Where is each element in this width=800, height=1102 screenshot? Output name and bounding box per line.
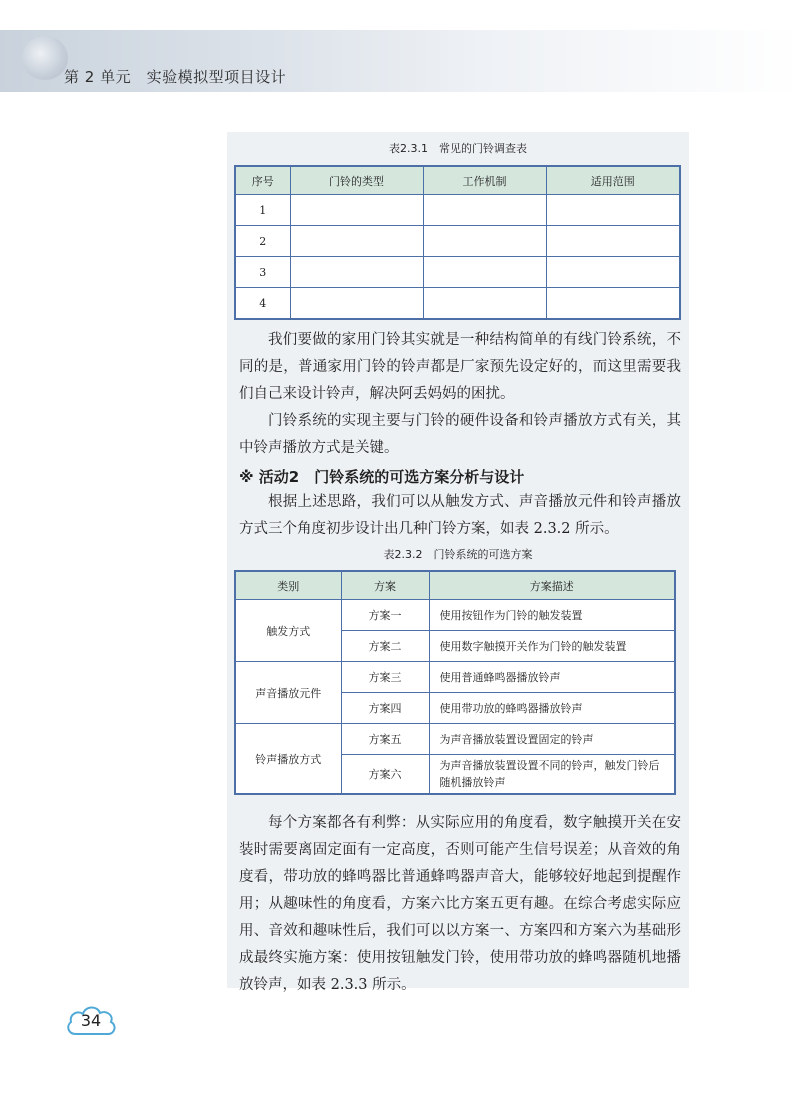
plan-name-cell: 方案三 (341, 662, 429, 693)
table2-caption: 表2.3.2 门铃系统的可选方案 (383, 548, 533, 561)
category-cell: 触发方式 (235, 600, 341, 662)
doorbell-options-table (234, 570, 676, 795)
table-cell (423, 257, 546, 288)
plan-desc-cell: 使用按钮作为门铃的触发装置 (429, 600, 675, 631)
paragraph-4: 每个方案都各有利弊：从实际应用的角度看，数字触摸开关在安装时需要离固定面有一定高度，否则可能产生信号误差；从音效的角度看，带功放的蜂鸣器比普通蜂鸣器声音大，能够较好地起到提醒作用；从趣味性的角度看，方案六比方案五更有趣。在综合考虑实际应用、音效和趣味性后，我们可以以方案一、方案四和方案六为基础形成最终实施方案：使用按钮触发门铃，使用带功放的蜂鸣器随机地播放铃声，如表 2.3.3 所示。 (239, 815, 681, 993)
paragraph-3: 根据上述思路，我们可以从触发方式、声音播放元件和铃声播放方式三个角度初步设计出几种门铃方案，如表 2.3.2 所示。 (239, 494, 681, 537)
table-row (235, 288, 680, 320)
column-header: 方案 (341, 571, 429, 600)
column-header: 适用范围 (546, 166, 680, 195)
unit-title: 第 2 单元 实验模拟型项目设计 (64, 68, 287, 86)
paragraph-2: 门铃系统的实现主要与门铃的硬件设备和铃声播放方式有关，其中铃声播放方式是关键。 (239, 413, 681, 456)
plan-name-cell: 方案四 (341, 693, 429, 724)
table-row (235, 226, 680, 257)
plan-name-cell: 方案五 (341, 724, 429, 755)
table-cell (423, 195, 546, 226)
plan-desc-cell: 为声音播放装置设置不同的铃声，触发门铃后随机播放铃声 (429, 755, 675, 795)
column-header: 工作机制 (423, 166, 546, 195)
table-header-row (235, 571, 675, 600)
plan-desc-cell: 使用带功放的蜂鸣器播放铃声 (429, 693, 675, 724)
globe-decoration-icon (22, 36, 68, 80)
table-cell (290, 226, 423, 257)
page-number: 34 (80, 1011, 102, 1030)
table-cell (546, 288, 680, 320)
activity-heading: ※ 活动2 门铃系统的可选方案分析与设计 (239, 468, 525, 486)
plan-desc-cell: 使用普通蜂鸣器播放铃声 (429, 662, 675, 693)
table-cell (290, 288, 423, 320)
table-cell: 3 (235, 257, 290, 288)
doorbell-survey-table (234, 165, 681, 320)
column-header: 方案描述 (429, 571, 675, 600)
table-cell (290, 257, 423, 288)
table-row (235, 662, 675, 693)
table-cell (546, 195, 680, 226)
plan-desc-cell: 使用数字触摸开关作为门铃的触发装置 (429, 631, 675, 662)
table1-caption: 表2.3.1 常见的门铃调查表 (389, 142, 527, 155)
category-cell: 声音播放元件 (235, 662, 341, 724)
table-cell (546, 226, 680, 257)
table-header-row (235, 166, 680, 195)
column-header: 门铃的类型 (290, 166, 423, 195)
plan-name-cell: 方案六 (341, 755, 429, 795)
category-cell: 铃声播放方式 (235, 724, 341, 795)
table-cell (423, 226, 546, 257)
table-row (235, 600, 675, 631)
table-row (235, 257, 680, 288)
table-cell (546, 257, 680, 288)
column-header: 序号 (235, 166, 290, 195)
table-row (235, 195, 680, 226)
plan-name-cell: 方案一 (341, 600, 429, 631)
paragraph-1: 我们要做的家用门铃其实就是一种结构简单的有线门铃系统，不同的是，普通家用门铃的铃声都是厂家预先设定好的，而这里需要我们自己来设计铃声，解决阿丢妈妈的困扰。 (239, 332, 681, 402)
plan-name-cell: 方案二 (341, 631, 429, 662)
table-cell: 1 (235, 195, 290, 226)
plan-desc-cell: 为声音播放装置设置固定的铃声 (429, 724, 675, 755)
column-header: 类别 (235, 571, 341, 600)
table-cell (290, 195, 423, 226)
content-panel (227, 132, 689, 993)
table-cell: 2 (235, 226, 290, 257)
table-cell (423, 288, 546, 320)
table-cell: 4 (235, 288, 290, 320)
table-row (235, 724, 675, 755)
